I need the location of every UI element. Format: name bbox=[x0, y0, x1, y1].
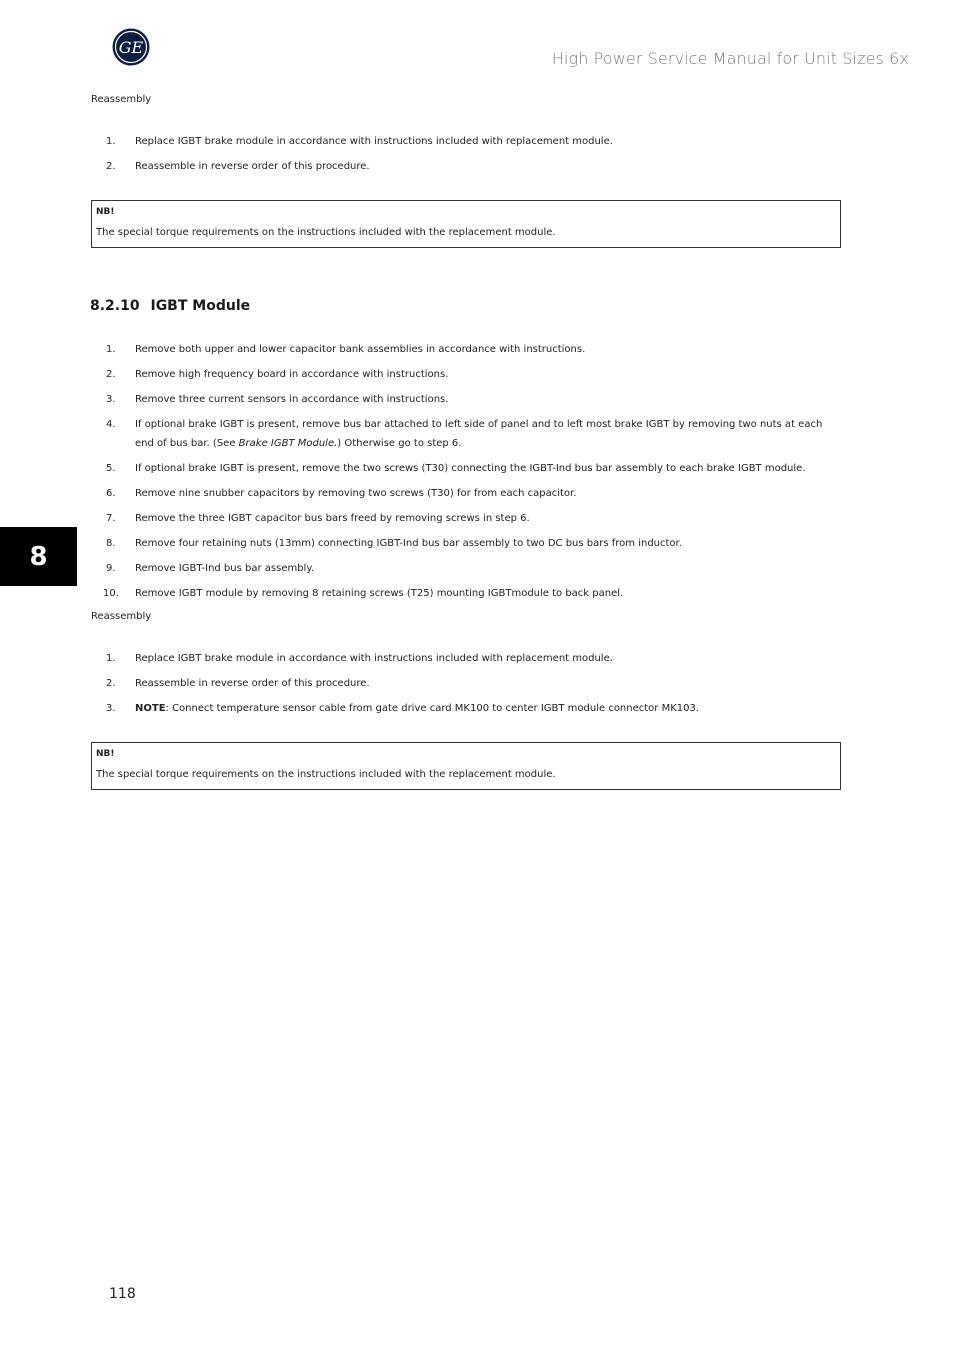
list-item: 9. Remove IGBT-Ind bus bar assembly. bbox=[106, 563, 315, 574]
chapter-tab: 8 bbox=[0, 527, 77, 586]
list-item: 8. Remove four retaining nuts (13mm) connecting IGBT-Ind bus bar assembly to two DC bus bars from inductor. bbox=[106, 538, 682, 549]
section-number: 8.2.10 bbox=[90, 298, 140, 314]
reassembly-label-top: Reassembly bbox=[91, 94, 152, 105]
ge-logo-icon bbox=[112, 28, 150, 66]
note-label: NB! bbox=[96, 207, 115, 217]
list-item: 10. Remove IGBT module by removing 8 retaining screws (T25) mounting IGBTmodule to back panel. bbox=[103, 588, 624, 599]
note-text: The special torque requirements on the instructions included with the replacement module. bbox=[96, 769, 556, 780]
section-title: IGBT Module bbox=[150, 298, 251, 314]
note-text: The special torque requirements on the instructions included with the replacement module. bbox=[96, 227, 556, 238]
list-item: 1. Replace IGBT brake module in accordance with instructions included with replacement module. bbox=[106, 136, 613, 147]
ge-logo-monogram: GE bbox=[118, 38, 144, 57]
top-reassembly-steps bbox=[91, 132, 843, 182]
header-title: High Power Service Manual for Unit Sizes 6x bbox=[551, 49, 909, 68]
igbt-removal-steps bbox=[91, 340, 843, 609]
page-number: 118 bbox=[109, 1286, 136, 1302]
note-label: NB! bbox=[96, 749, 115, 759]
note-box-top bbox=[91, 200, 841, 248]
list-item: 3. NOTE: Connect temperature sensor cable from gate drive card MK100 to center IGBT module connector MK103. bbox=[106, 703, 700, 714]
list-item: 4. If optional brake IGBT is present, remove bus bar attached to left side of panel and to left most brake IGBT by removing two nuts at each end of bus bar. (See Brake IGBT Module.) Otherwise go to step 6. bbox=[106, 419, 823, 449]
list-item: 1. Remove both upper and lower capacitor bank assemblies in accordance with instructions. bbox=[106, 344, 586, 355]
note-keyword: NOTE bbox=[135, 703, 166, 714]
list-item: 2. Remove high frequency board in accordance with instructions. bbox=[106, 369, 449, 380]
reassembly-steps bbox=[91, 649, 843, 724]
list-item: 6. Remove nine snubber capacitors by removing two screws (T30) for from each capacitor. bbox=[106, 488, 577, 499]
list-item: 5. If optional brake IGBT is present, remove the two screws (T30) connecting the IGBT-Ind bus bar assembly to each brake IGBT module. bbox=[106, 463, 806, 474]
list-item: 1. Replace IGBT brake module in accordance with instructions included with replacement module. bbox=[106, 653, 613, 664]
note-box-bottom bbox=[91, 742, 841, 790]
cross-reference: Brake IGBT Module. bbox=[238, 438, 338, 449]
list-item: 2. Reassemble in reverse order of this procedure. bbox=[106, 678, 370, 689]
list-item: 2. Reassemble in reverse order of this procedure. bbox=[106, 161, 370, 172]
reassembly-label: Reassembly bbox=[91, 611, 152, 622]
list-item: 7. Remove the three IGBT capacitor bus bars freed by removing screws in step 6. bbox=[106, 513, 530, 524]
section-heading bbox=[90, 298, 250, 314]
list-item: 3. Remove three current sensors in accordance with instructions. bbox=[106, 394, 449, 405]
